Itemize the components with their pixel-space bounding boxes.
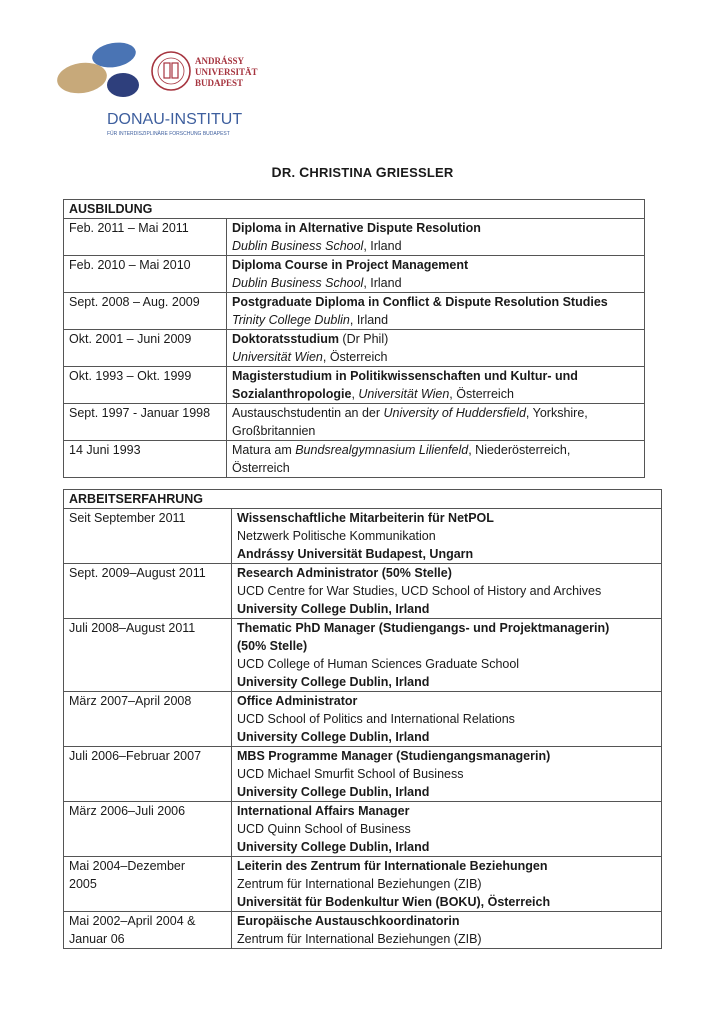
education-date: Feb. 2010 – Mai 2010 [64, 256, 227, 293]
education-date: Okt. 1993 – Okt. 1999 [64, 367, 227, 404]
work-experience-table [63, 489, 662, 949]
table-row [64, 912, 662, 949]
education-entry: Matura am Bundsrealgymnasium Lilienfeld, Niederösterreich, Österreich [227, 441, 645, 478]
table-row [64, 564, 662, 619]
work-date: Juli 2008–August 2011 [64, 619, 232, 692]
work-entry: MBS Programme Manager (Studiengangsmanagerin) UCD Michael Smurfit School of Business University College Dublin, Irland [232, 747, 662, 802]
education-entry: Diploma Course in Project Management Dublin Business School, Irland [227, 256, 645, 293]
work-entry: Thematic PhD Manager (Studiengangs- und Projektmanagerin) (50% Stelle) UCD College of Human Sciences Graduate School University College Dublin, Irland [232, 619, 662, 692]
university-name-line1: ANDRÁSSY [195, 56, 245, 66]
table-row [64, 747, 662, 802]
work-heading-row [64, 490, 662, 509]
education-date: Okt. 2001 – Juni 2009 [64, 330, 227, 367]
page-title: DR. CHRISTINA GRIESSLER [271, 164, 454, 180]
table-row [64, 619, 662, 692]
table-row [64, 802, 662, 857]
education-heading-row [64, 200, 645, 219]
work-date: Mai 2002–April 2004 & Januar 06 [64, 912, 232, 949]
education-entry: Magisterstudium in Politikwissenschaften und Kultur- und Sozialanthropologie, Universität Wien, Österreich [227, 367, 645, 404]
education-table [63, 199, 645, 478]
work-date: März 2007–April 2008 [64, 692, 232, 747]
donau-institut-logo [56, 38, 266, 140]
work-entry: Research Administrator (50% Stelle) UCD Centre for War Studies, UCD School of History and Archives University College Dublin, Irland [232, 564, 662, 619]
work-date: Juli 2006–Februar 2007 [64, 747, 232, 802]
education-date: 14 Juni 1993 [64, 441, 227, 478]
table-row [64, 330, 645, 367]
education-date: Sept. 2008 – Aug. 2009 [64, 293, 227, 330]
work-heading: ARBEITSERFAHRUNG [64, 490, 662, 509]
work-entry: Wissenschaftliche Mitarbeiterin für NetPOL Netzwerk Politische Kommunikation Andrássy Universität Budapest, Ungarn [232, 509, 662, 564]
institute-name: DONAU-INSTITUT [107, 111, 243, 128]
table-row [64, 441, 645, 478]
work-entry: Office Administrator UCD School of Politics and International Relations University College Dublin, Irland [232, 692, 662, 747]
university-seal-icon [152, 52, 190, 90]
work-entry: Europäische Austauschkoordinatorin Zentrum für International Beziehungen (ZIB) [232, 912, 662, 949]
education-entry: Doktoratsstudium (Dr Phil) Universität Wien, Österreich [227, 330, 645, 367]
table-row [64, 404, 645, 441]
education-entry: Postgraduate Diploma in Conflict & Dispute Resolution Studies Trinity College Dublin, Irland [227, 293, 645, 330]
work-date: Mai 2004–Dezember 2005 [64, 857, 232, 912]
table-row [64, 692, 662, 747]
table-row [64, 509, 662, 564]
table-row [64, 367, 645, 404]
education-entry: Austauschstudentin an der University of Huddersfield, Yorkshire, Großbritannien [227, 404, 645, 441]
education-date: Sept. 1997 - Januar 1998 [64, 404, 227, 441]
table-row [64, 256, 645, 293]
work-entry: International Affairs Manager UCD Quinn School of Business University College Dublin, Irland [232, 802, 662, 857]
work-date: Sept. 2009–August 2011 [64, 564, 232, 619]
university-name-line2: UNIVERSITÄT [195, 67, 258, 77]
education-heading: AUSBILDUNG [64, 200, 645, 219]
work-date: Seit September 2011 [64, 509, 232, 564]
table-row [64, 293, 645, 330]
education-entry: Diploma in Alternative Dispute Resolution Dublin Business School, Irland [227, 219, 645, 256]
education-date: Feb. 2011 – Mai 2011 [64, 219, 227, 256]
university-name-line3: BUDAPEST [195, 78, 244, 88]
logo-navy-shape [107, 73, 139, 97]
work-date: März 2006–Juli 2006 [64, 802, 232, 857]
work-entry: Leiterin des Zentrum für Internationale Beziehungen Zentrum für International Beziehungen (ZIB) Universität für Bodenkultur Wien (BOKU), Österreich [232, 857, 662, 912]
table-row [64, 219, 645, 256]
institute-subtitle: FÜR INTERDISZIPLINÄRE FORSCHUNG BUDAPEST [107, 131, 230, 137]
table-row [64, 857, 662, 912]
